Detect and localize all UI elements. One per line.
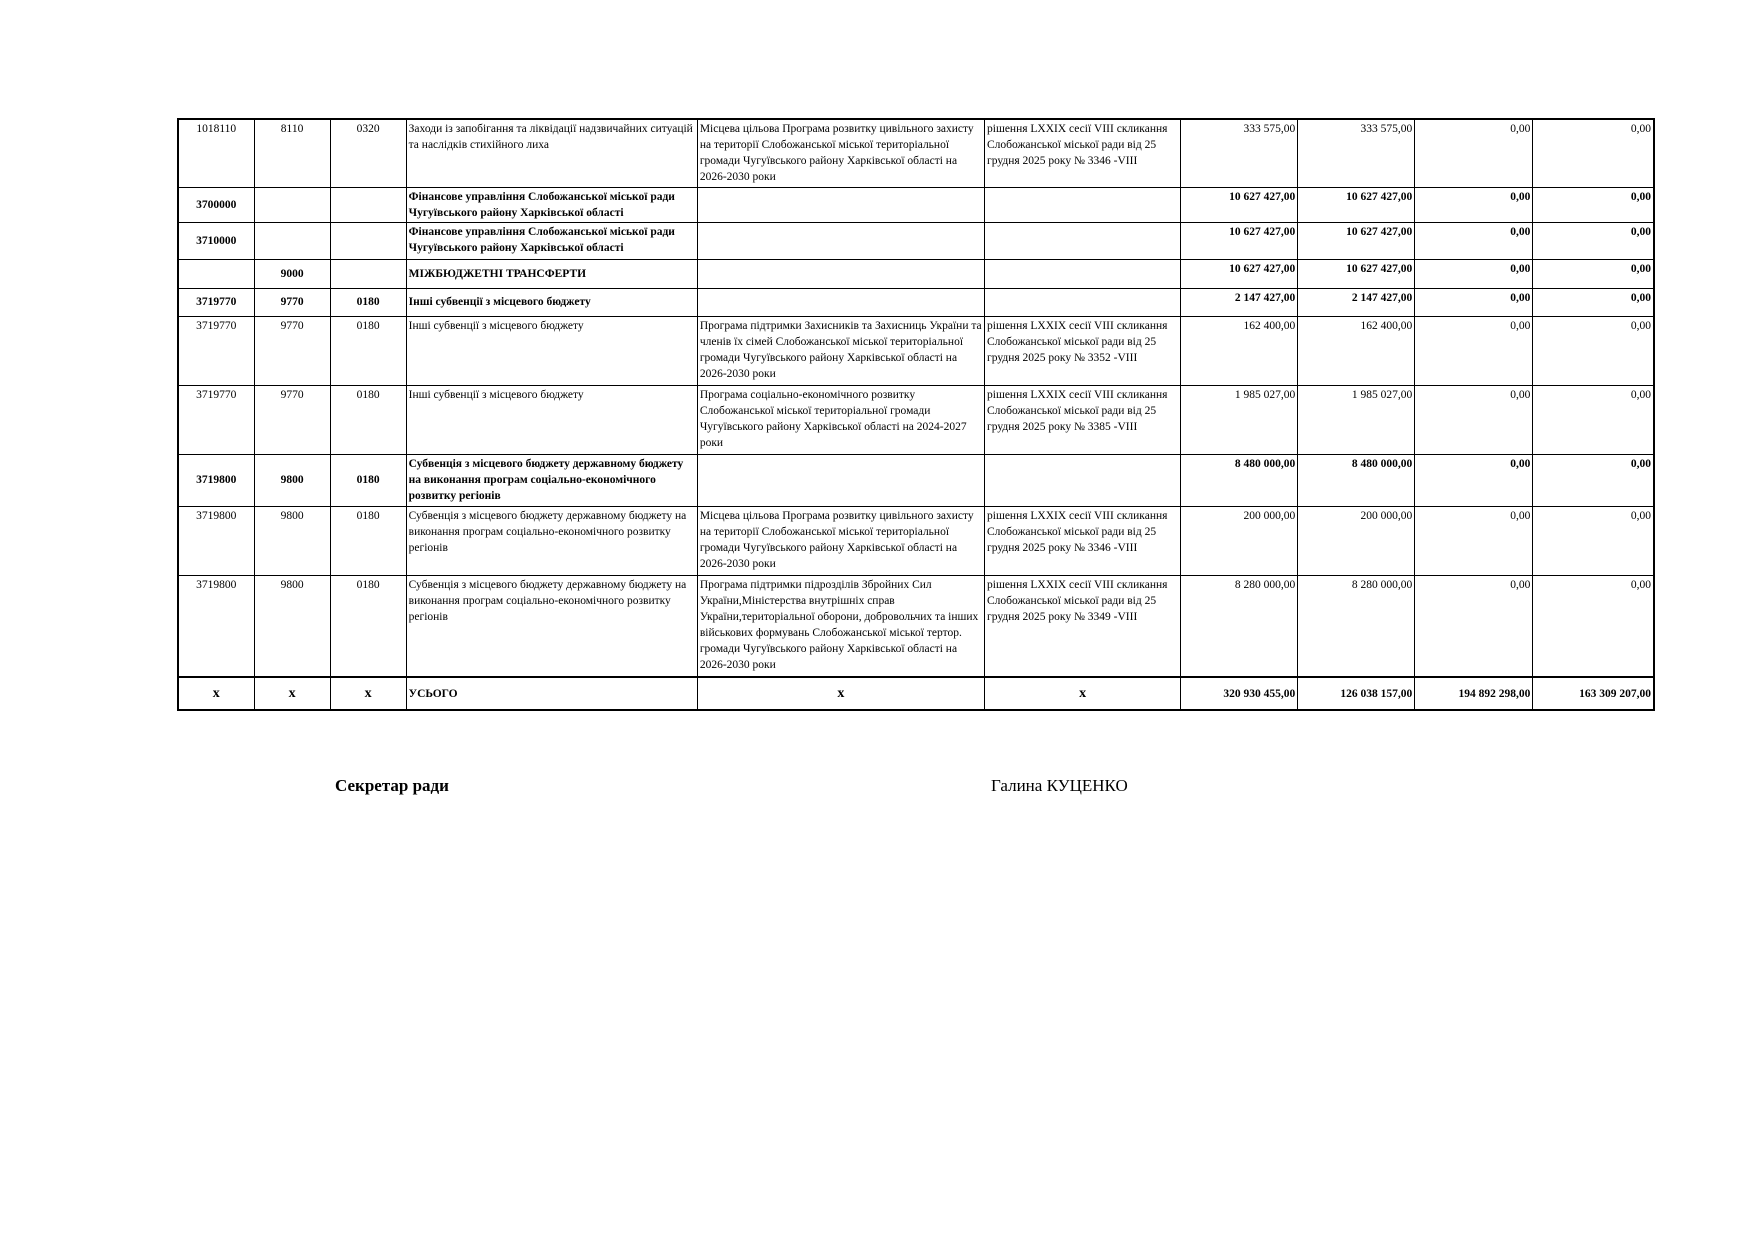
table-row: 3719800 9800 0180 Субвенція з місцевого бюджету державному бюджету на виконання програм соціально-економічного розвитку регіонів Програма підтримки підрозділів Збройних Сил України,Міністерства внутрішніх справ України,територіальної оборони, добровольчих та інших військових формувань Слобожанської міської тертор. громади Чугуївського району Харківської області на 2026-2030 роки рішення LXXIX сесії VIII скликання Слобожанської міської ради від 25 грудня 2025 року № 3349 -VIII 8 280 000,00 8 280 000,00 0,00 0,00: [178, 575, 1654, 677]
totals-row: x x x УСЬОГО x x 320 930 455,00 126 038 157,00 194 892 298,00 163 309 207,00: [178, 677, 1654, 710]
totals-label: УСЬОГО: [406, 677, 697, 710]
signature-name: Галина КУЦЕНКО: [991, 776, 1128, 795]
budget-programs-table: [177, 118, 1655, 711]
table-row: 3719770 9770 0180 Інші субвенції з місцевого бюджету Програма підтримки Захисників та Захисниць України та членів їх сімей Слобожанської міської територіальної громади Чугуївського району Харківської області на 2026-2030 роки рішення LXXIX сесії VIII скликання Слобожанської міської ради від 25 грудня 2025 року № 3352 -VIII 162 400,00 162 400,00 0,00 0,00: [178, 316, 1654, 385]
table-row: 3719800 9800 0180 Субвенція з місцевого бюджету державному бюджету на виконання програм соціально-економічного розвитку регіонів Місцева цільова Програма розвитку цивільного захисту на території Слобожанської міської територіальної громади Чугуївського району Харківської області на 2026-2030 роки рішення LXXIX сесії VIII скликання Слобожанської міської ради від 25 грудня 2025 року № 3346 -VIII 200 000,00 200 000,00 0,00 0,00: [178, 506, 1654, 575]
table-row: 3719770 9770 0180 Інші субвенції з місцевого бюджету Програма соціально-економічного розвитку Слобожанської міської територіальної громади Чугуївського району Харківської області на 2024-2027 роки рішення LXXIX сесії VIII скликання Слобожанської міської ради від 25 грудня 2025 року № 3385 -VIII 1 985 027,00 1 985 027,00 0,00 0,00: [178, 385, 1654, 454]
signature-position: Секретар ради: [335, 776, 449, 795]
table-row: 3710000 Фінансове управління Слобожанської міської ради Чугуївського району Харківської області 10 627 427,00 10 627 427,00 0,00 0,00: [178, 222, 1654, 259]
table-row: 3719800 9800 0180 Субвенція з місцевого бюджету державному бюджету на виконання програм соціально-економічного розвитку регіонів 8 480 000,00 8 480 000,00 0,00 0,00: [178, 454, 1654, 506]
table-row: 3700000 Фінансове управління Слобожанської міської ради Чугуївського району Харківської області 10 627 427,00 10 627 427,00 0,00 0,00: [178, 187, 1654, 222]
table-row: 9000 МІЖБЮДЖЕТНІ ТРАНСФЕРТИ 10 627 427,00 10 627 427,00 0,00 0,00: [178, 259, 1654, 288]
table-row: 1018110 8110 0320 Заходи із запобігання та ліквідації надзвичайних ситуацій та наслідків стихійного лиха Місцева цільова Програма розвитку цивільного захисту на території Слобожанської міської територіальної громади Чугуївського району Харківської області на 2026-2030 роки рішення LXXIX сесії VIII скликання Слобожанської міської ради від 25 грудня 2025 року № 3346 -VIII 333 575,00 333 575,00 0,00 0,00: [178, 119, 1654, 187]
table-row: 3719770 9770 0180 Інші субвенції з місцевого бюджету 2 147 427,00 2 147 427,00 0,00 0,00: [178, 288, 1654, 316]
